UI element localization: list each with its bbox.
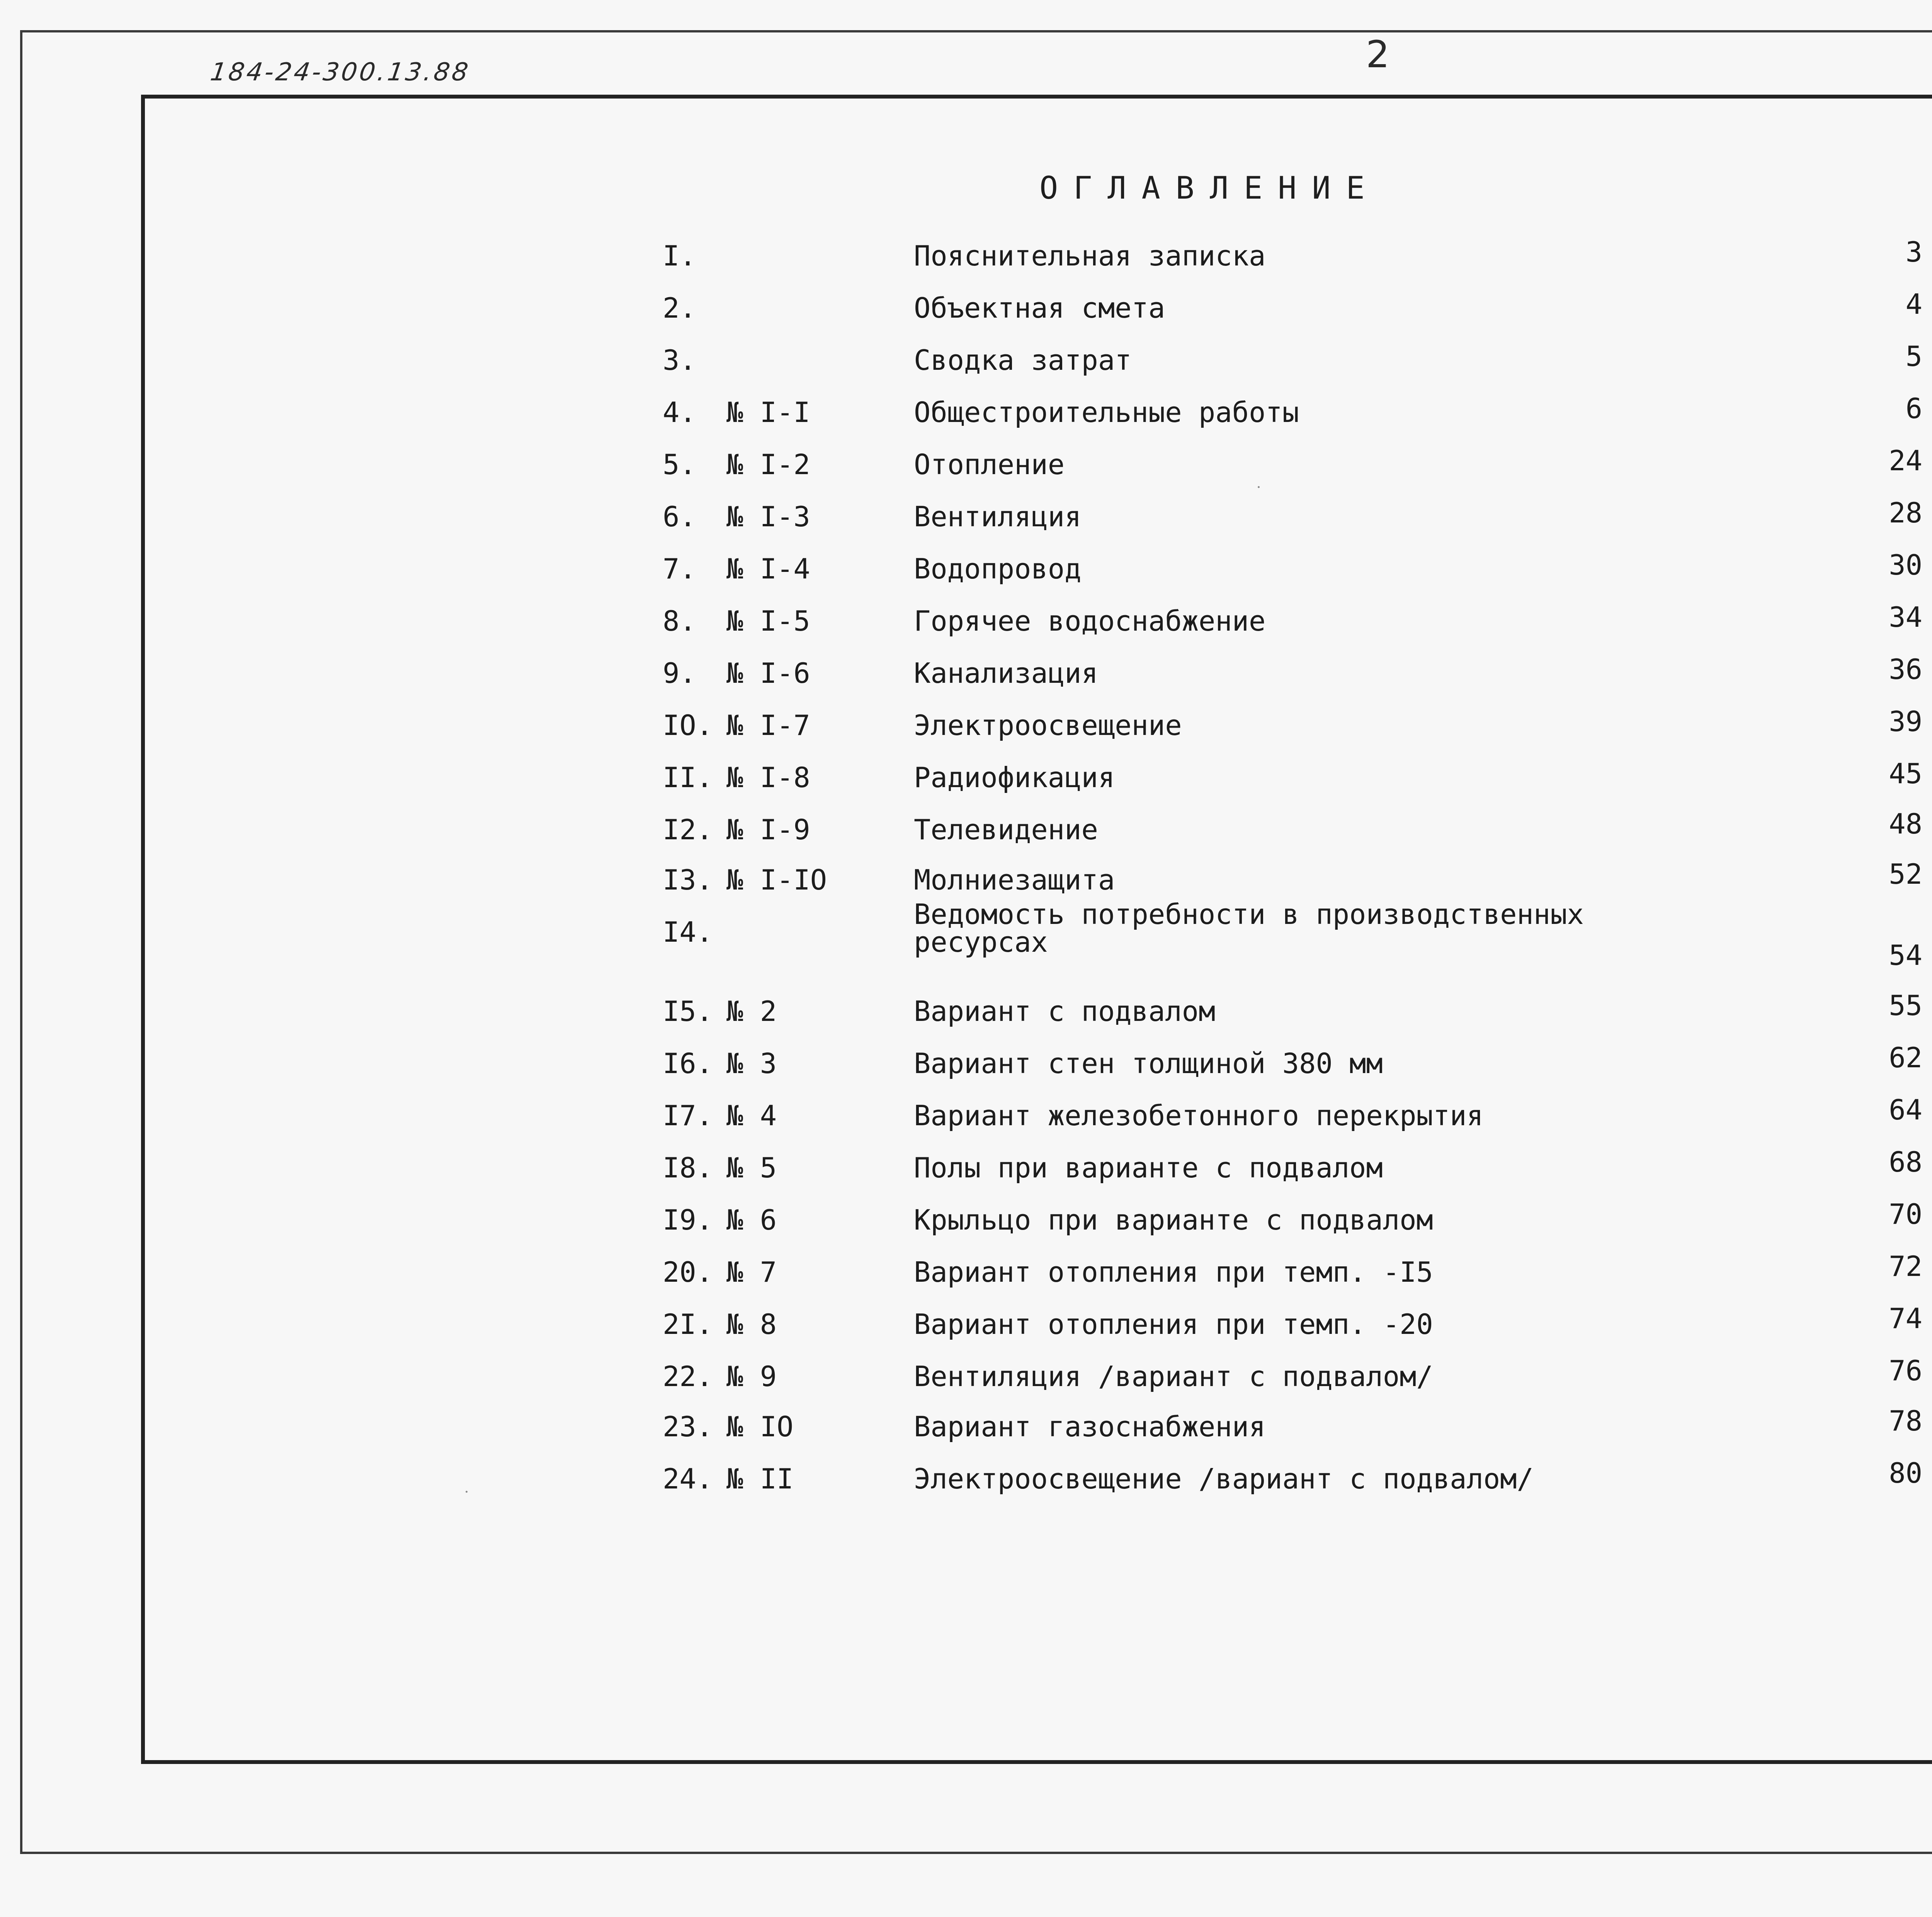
toc-title: Вариант железобетонного перекрытия [914,1099,1483,1132]
toc-page: 52 [1889,858,1922,890]
toc-index: 2. [663,292,696,324]
toc-index: 4. [663,396,696,429]
toc-code: № 2 [726,995,777,1027]
toc-row [0,1457,1932,1505]
toc-code: № I-IO [726,864,827,896]
scan-speck [466,1491,468,1493]
toc-index: IO. [663,709,713,742]
toc-title: ОГЛАВЛЕНИЕ [1039,170,1380,206]
toc-index: 22. [663,1360,713,1393]
toc-code: № I-2 [726,448,810,481]
toc-index: 23. [663,1410,713,1443]
toc-index: II. [663,761,713,794]
toc-row [0,1250,1932,1298]
toc-code: № I-5 [726,605,810,637]
toc-index: I2. [663,813,713,846]
toc-row [0,1146,1932,1194]
toc-page: 6 [1905,392,1922,425]
toc-title: Канализация [914,657,1098,689]
toc-code: № I-7 [726,709,810,742]
toc-page: 24 [1889,444,1922,477]
toc-row [0,549,1932,595]
toc-page: 76 [1889,1354,1922,1387]
toc-code: № 4 [726,1099,777,1132]
toc-page: 5 [1905,340,1922,373]
toc-code: № I-9 [726,813,810,846]
toc-title: Полы при варианте с подвалом [914,1152,1383,1184]
toc-code: № I-8 [726,761,810,794]
page-number: 2 [1366,33,1390,76]
toc-title: Вариант стен толщиной 380 мм [914,1047,1383,1080]
toc-page: 70 [1889,1198,1922,1230]
toc-page: 54 [1889,939,1922,971]
toc-index: 3. [663,344,696,376]
toc-page: 80 [1889,1457,1922,1489]
toc-code: № 8 [726,1308,777,1340]
toc-code: № 6 [726,1204,777,1236]
toc-code: № 9 [726,1360,777,1393]
toc-index: 2I. [663,1308,713,1340]
toc-code: № I-3 [726,500,810,533]
toc-row [0,1405,1932,1453]
toc-title: Вентиляция [914,500,1082,533]
toc-title: Вариант отопления при темп. -20 [914,1308,1433,1340]
toc-page: 28 [1889,497,1922,529]
toc-index: 20. [663,1256,713,1288]
toc-title: Отопление [914,448,1065,481]
toc-index: 5. [663,448,696,481]
toc-index: I5. [663,995,713,1027]
toc-title: Телевидение [914,813,1098,846]
toc-row [0,1094,1932,1142]
toc-title: Электроосвещение /вариант с подвалом/ [914,1463,1534,1495]
toc-row [0,288,1932,334]
toc-row [0,340,1932,386]
toc-index: I9. [663,1204,713,1236]
toc-code: № II [726,1463,794,1495]
toc-title: Вариант с подвалом [914,995,1216,1027]
toc-page: 4 [1905,288,1922,320]
toc-index: 24. [663,1463,713,1495]
toc-row [0,601,1932,647]
toc-code: № I-4 [726,553,810,585]
toc-row [0,757,1932,804]
toc-page: 48 [1889,808,1922,840]
document-code: 184-24-300.13.88 [208,58,472,87]
toc-page: 30 [1889,549,1922,581]
toc-title: Вентиляция /вариант с подвалом/ [914,1360,1433,1393]
toc-row [0,653,1932,699]
toc-page: 3 [1905,236,1922,268]
toc-code: № 7 [726,1256,777,1288]
toc-index: 9. [663,657,696,689]
toc-code: № 3 [726,1047,777,1080]
toc-index: 6. [663,500,696,533]
toc-index: I8. [663,1152,713,1184]
toc-title: Вариант газоснабжения [914,1410,1266,1443]
toc-page: 36 [1889,653,1922,685]
toc-title: Вариант отопления при темп. -I5 [914,1256,1433,1288]
toc-title: Сводка затрат [914,344,1132,376]
toc-title: Ведомость потребности в производственных ресурсах [914,898,1584,958]
toc-page: 64 [1889,1094,1922,1126]
toc-title: Объектная смета [914,292,1165,324]
toc-page: 55 [1889,989,1922,1022]
toc-page: 62 [1889,1041,1922,1074]
toc-title: Электроосвещение [914,709,1182,742]
toc-index: I3. [663,864,713,896]
toc-row [0,808,1932,856]
toc-page: 78 [1889,1405,1922,1437]
toc-page: 34 [1889,601,1922,633]
toc-page: 68 [1889,1146,1922,1178]
toc-index: I7. [663,1099,713,1132]
toc-title: Крыльцо при варианте с подвалом [914,1204,1433,1236]
toc-title: Общестроительные работы [914,396,1299,429]
toc-title: Радиофикация [914,761,1115,794]
toc-code: № I-6 [726,657,810,689]
toc-row [0,236,1932,282]
toc-row [0,989,1932,1038]
toc-row [0,1354,1932,1403]
toc-index: I. [663,240,696,272]
toc-index: I4. [663,916,713,948]
toc-index: I6. [663,1047,713,1080]
toc-row [0,1302,1932,1351]
toc-page: 39 [1889,705,1922,738]
scan-speck [1258,486,1260,488]
toc-code: № 5 [726,1152,777,1184]
toc-page: 45 [1889,757,1922,790]
toc-page: 74 [1889,1302,1922,1335]
toc-row [0,1041,1932,1090]
toc-page: 72 [1889,1250,1922,1283]
toc-title: Водопровод [914,553,1082,585]
toc-row [0,898,1932,971]
toc-code: № I-I [726,396,810,429]
toc-title: Молниезащита [914,864,1115,896]
toc-row [0,444,1932,491]
toc-row [0,497,1932,543]
toc-row [0,392,1932,439]
toc-title: Пояснительная записка [914,240,1266,272]
toc-index: 8. [663,605,696,637]
toc-index: 7. [663,553,696,585]
toc-code: № IO [726,1410,794,1443]
toc-row [0,1198,1932,1246]
toc-title: Горячее водоснабжение [914,605,1266,637]
toc-row [0,705,1932,752]
